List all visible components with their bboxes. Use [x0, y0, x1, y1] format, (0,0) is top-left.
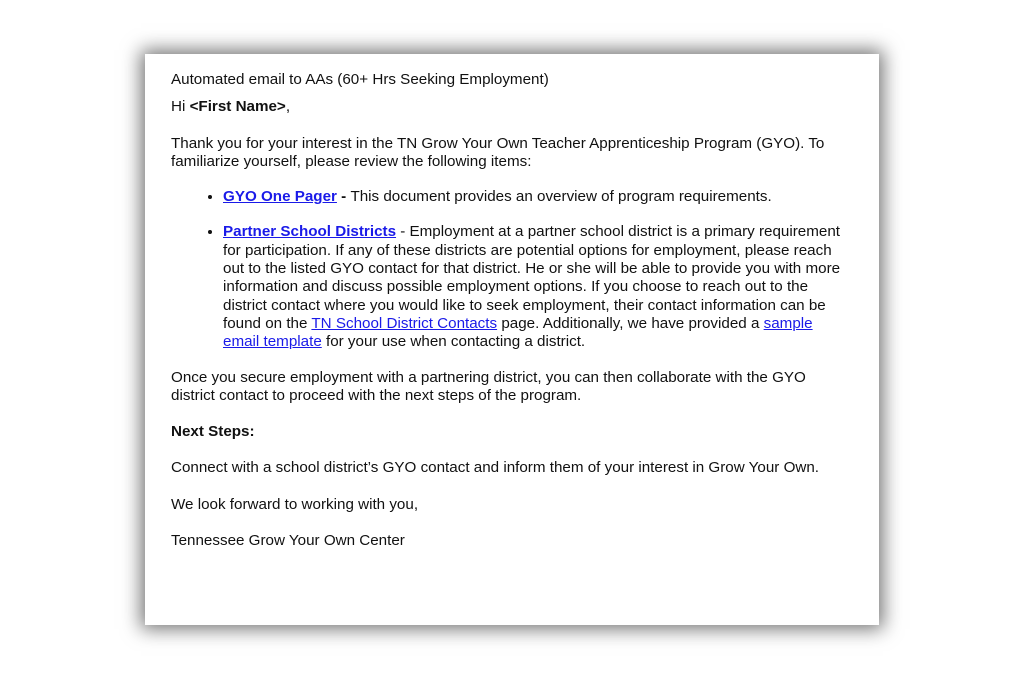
- email-subject: Automated email to AAs (60+ Hrs Seeking Employment): [171, 71, 549, 88]
- next-steps-text: Connect with a school district’s GYO contact and inform them of your interest in Grow Your Own.: [171, 459, 820, 477]
- greeting-suffix: ,: [285, 98, 291, 116]
- email-document: [145, 54, 879, 625]
- list-item-one-pager: [223, 188, 853, 206]
- partner-districts-text-b: page. Additionally, we have provided a: [497, 314, 764, 332]
- followup-paragraph: Once you secure employment with a partnering district, you can then collaborate with the GYO district contact to proceed with the next steps of the program.: [171, 368, 806, 404]
- next-steps-heading: Next Steps:: [171, 423, 255, 441]
- item-separator: -: [336, 188, 351, 206]
- partner-districts-text-c: for your use when contacting a district.: [321, 333, 586, 351]
- signature: Tennessee Grow Your Own Center: [171, 532, 405, 550]
- resource-list: [171, 188, 853, 351]
- tn-school-district-contacts-link[interactable]: TN School District Contacts: [311, 314, 498, 332]
- partner-school-districts-link[interactable]: Partner School Districts: [223, 223, 397, 241]
- gyo-one-pager-link[interactable]: GYO One Pager: [223, 188, 337, 206]
- partner-districts-text-a: - Employment at a partner school district is a primary requirement for participation. If any of these districts are potential options for employment, please reach out to the listed GYO contact for that district. He or she will be able to provide you with more information and discuss possible employment options. If you choose to reach out to the district contact where you would like to seek employment, their contact information can be found on the: [223, 223, 841, 332]
- closing-line: We look forward to working with you,: [171, 495, 419, 513]
- intro-paragraph: Thank you for your interest in the TN Grow Your Own Teacher Apprenticeship Program (GYO). To familiarize yourself, please review the following items:: [171, 134, 825, 170]
- one-pager-description: This document provides an overview of program requirements.: [350, 188, 772, 206]
- greeting-name: <First Name>: [189, 98, 286, 116]
- greeting-prefix: Hi: [171, 98, 190, 116]
- sample-email-template-link[interactable]: sample email template: [223, 314, 813, 351]
- greeting: [171, 98, 853, 116]
- list-item-partner-districts: [223, 223, 853, 351]
